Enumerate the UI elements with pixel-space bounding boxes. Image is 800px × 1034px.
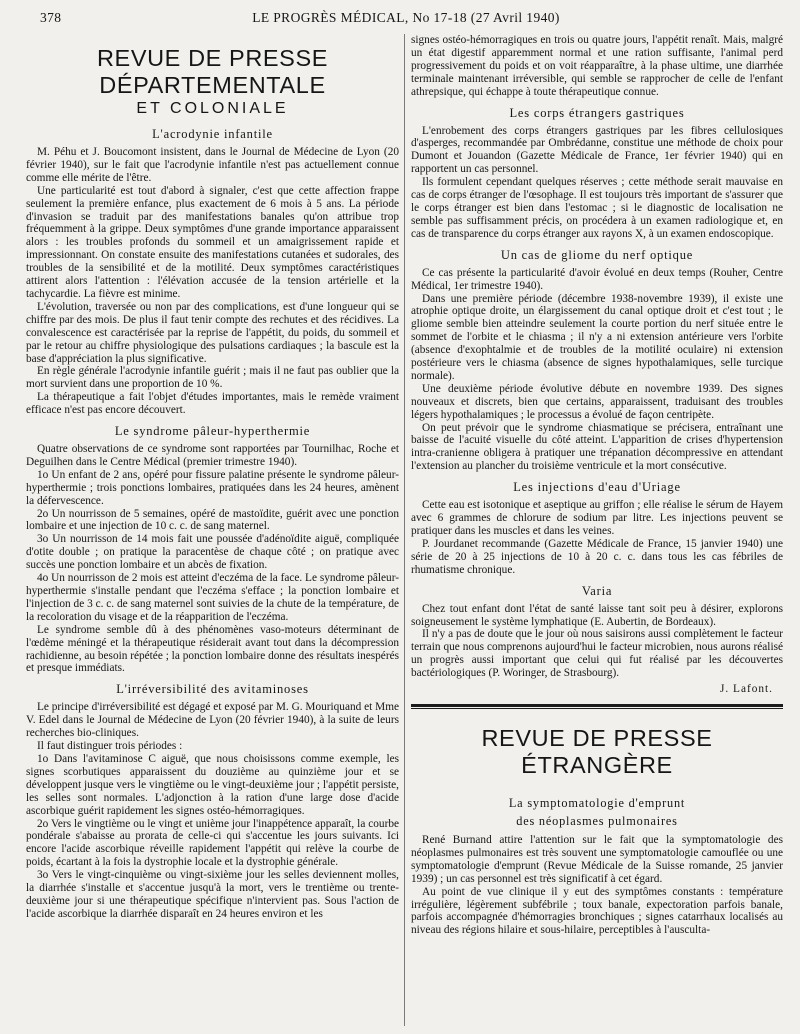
article-title: Les corps étrangers gastriques xyxy=(509,105,685,120)
article-paragraph: 3o Vers le vingt-cinquième ou vingt-sixième jour les selles deviennent molles, la diarrhée s'installe et s'accentue jusqu'à la mort, vers le trentième ou trente-deuxième jour si une thérapeutique spécifique n'intervient pas. Sous l'action de l'acide ascorbique la diarrhée disparaît en 24 heures environ et les xyxy=(26,869,399,920)
article-paragraph: Ce cas présente la particularité d'avoir évolué en deux temps (Rouher, Centre Médical, 1er trimestre 1940). xyxy=(411,266,783,292)
article-irreversibilite xyxy=(26,682,399,920)
article-acrodynie xyxy=(26,127,399,417)
article-paragraph: P. Jourdanet recommande (Gazette Médicale de France, 15 janvier 1940) une série de 20 à 25 injections de 10 à 20 c. c. dans tous les cas fébriles de rhumatisme chronique. xyxy=(411,537,783,576)
article-paragraph: 2o Vers le vingtième ou le vingt et unième jour l'inappétence apparaît, la courbe pondérale s'abaisse au prorata de celle-ci qui s'accentue les jours suivants. Ici encore l'acide ascorbique réveille rapidement l'appétit qui relève la courbe de poids, écartant à la fois la dystrophie locale et la dystrophie générale. xyxy=(26,817,399,869)
article-paragraph: Quatre observations de ce syndrome sont rapportées par Tournilhac, Roche et Deguilhen dans le Centre Médical (premier trimestre 1940). xyxy=(26,443,399,468)
section-subtitle-coloniale: ET COLONIALE xyxy=(136,100,289,117)
article-paragraph: On peut prévoir que le syndrome chiasmatique se précisera, entraînant une baisse de l'acuité visuelle du côté atteint. L'apparition de crises d'hypertension intra-cranienne obligera à pratiquer une trépanation décompressive en attendant l'extension au plancher du troisième ventricule et la mort consécutive. xyxy=(411,421,783,473)
article-paragraph: Une deuxième période évolutive débute en novembre 1939. Des signes nouveaux et discrets, bien que certains, apparaissent, traduisant des troubles légers hypothalamiques ; le processus a évolué de façon centripète. xyxy=(411,382,783,421)
article-varia xyxy=(411,584,783,696)
article-paragraph: M. Péhu et J. Boucomont insistent, dans le Journal de Médecine de Lyon (20 février 1940), sur le fait que l'acrodynie infantile n'est pas actuellement connue comme elle mérite de l'être. xyxy=(26,146,399,184)
right-column xyxy=(411,34,783,937)
section-title-departementale: REVUE DE PRESSE DÉPARTEMENTALE xyxy=(96,45,328,98)
article-paragraph: Au point de vue clinique il y eut des symptômes constants : température irrégulière, légèrement subfébrile ; toux banale, expectoration parfois banale, parfois accompagnée d'hémorragies bronchiques ; signes catarrhaux localisés au niveau des régions hilaire et sous-hilaire, perceptibles à l'ausculta- xyxy=(411,885,783,937)
author-signature: J. Lafont. xyxy=(720,683,773,696)
article-title: Varia xyxy=(581,583,613,598)
article-paragraph: 1o Un enfant de 2 ans, opéré pour fissure palatine présente le syndrome pâleur-hyperthermie ; trois ponctions lombaires, pratiquées dans les 24 heures, amènent la défervescence. xyxy=(26,468,399,507)
section-title-etrangere: REVUE DE PRESSE ÉTRANGÈRE xyxy=(481,724,713,778)
article-paragraph: Il n'y a pas de doute que le jour où nous saisirons aussi complètement le facteur terrain que nous comprenons aujourd'hui le facteur microbien, nous aurons réalisé un progrès aussi important que celui qui fut réalisé par les découvertes bactériologiques (P. Woringer, de Strasbourg). xyxy=(411,628,783,680)
article-paragraph: René Burnand attire l'attention sur le fait que la symptomatologie des néoplasmes pulmonaires est très souvent une symptomatologie camouflée ou une symptomatologie d'emprunt (Revue Médicale de la Suisse romande, 25 janvier 1939) ; un cas personnel est très significatif à cet égard. xyxy=(411,833,783,885)
article-syndrome-paleur xyxy=(26,424,399,675)
article-eau-uriage xyxy=(411,480,783,576)
article-neoplasmes xyxy=(411,797,783,937)
left-column xyxy=(26,34,399,921)
section-rule-thick xyxy=(411,704,783,707)
running-title: LE PROGRÈS MÉDICAL, No 17-18 (27 Avril 1940) xyxy=(252,10,560,25)
article-paragraph: 1o Dans l'avitaminose C aiguë, que nous choisissons comme exemple, les signes scorbutiques apparaissent du douzième au quinzième jour et se développent jusque vers le vingtième ou le vingt-deuxième jour ; l'appétit persiste, les selles sont normales. L'adjonction à la ration d'une large dose d'acide ascorbique guérit rapidement les signes ostéo-hémorragiques. xyxy=(26,752,399,817)
article-paragraph: Dans une première période (décembre 1938-novembre 1939), il existe une atrophie optique droite, un élargissement du canal optique droit et c'est tout ; le gliome semble bien atteindre seulement la courte portion du nerf située entre le sommet de l'orbite et le chiasma ; il n'y a ni extension antérieure vers l'orbite (absence d'exophtalmie et de troubles de la motilité oculaire) ni extension postérieure vers le chiasma (absence de signes hypothalamiques, selle turcique normale). xyxy=(411,292,783,382)
article-gliome xyxy=(411,248,783,474)
article-paragraph: En règle générale l'acrodynie infantile guérit ; mais il ne faut pas oublier que la mort survient dans une proportion de 10 %. xyxy=(26,365,399,391)
article-title-line: des néoplasmes pulmonaires xyxy=(516,814,678,829)
section-rule-thin xyxy=(411,708,783,709)
article-paragraph: 4o Un nourrisson de 2 mois est atteint d'eczéma de la face. Le syndrome pâleur-hyperthermie s'installe pendant que l'eczéma s'efface ; la ponction lombaire et l'injection de 3 c. c. de sang maternel sont suivies de la chute de la température, de la recoloration du visage et de la réapparition de l'eczéma. xyxy=(26,572,399,623)
article-paragraph: Le syndrome semble dû à des phénomènes vaso-moteurs déterminant de l'œdème méningé et la thérapeutique résiderait avant tout dans la décompression rachidienne, au besoin répétée ; la ponction lombaire donne des résultats inespérés et presque immédiats. xyxy=(26,623,399,675)
article-paragraph: Cette eau est isotonique et aseptique au griffon ; elle réalise le sérum de Hayem avec 6 grammes de chlorure de sodium par litre. Les injections peuvent se pratiquer dans les muscles et dans les veines. xyxy=(411,499,783,537)
article-paragraph: 2o Un nourrisson de 5 semaines, opéré de mastoïdite, guérit avec une ponction lombaire et une injection de 10 c. c. de sang maternel. xyxy=(26,507,399,533)
article-corps-etrangers xyxy=(411,106,783,241)
article-paragraph: Ils formulent cependant quelques réserves ; cette méthode serait mauvaise en cas de corps étranger de l'œsophage. Il est toujours très important de s'assurer que le corps étranger est bien dans l'estomac ; si le diagnostic de localisation ne semble pas suffisamment précis, on procédera à un examen radiologique et, en cas de transparence du corps étranger aux rayons X, à un examen endoscopique. xyxy=(411,176,783,240)
continued-paragraph: signes ostéo-hémorragiques en trois ou quatre jours, l'appétit renaît. Mais, malgré un état digestif apparemment normal et une ration suffisante, l'animal perd progressivement du poids et on voit réapparaître, à la phase ultime, une diarrhée terminale maintenant irréversible, qui semble se rapprocher de celle de l'enfant athrepsique, qui échappe à toute thérapeutique connue. xyxy=(411,34,783,98)
article-title: L'acrodynie infantile xyxy=(152,127,273,141)
article-paragraph: L'évolution, traversée ou non par des complications, est d'une longueur qui se chiffre par des mois. De plus il faut tenir compte des rechutes et des récidives. La convalescence est caractérisée par la reprise de l'appétit, du poids, du sommeil et par le retour au chiffre physiologique des pulsations cardiaques ; la bascule est la base d'appréciation la plus significative. xyxy=(26,300,399,365)
article-paragraph: 3o Un nourrisson de 14 mois fait une poussée d'adénoïdite aiguë, compliquée d'otite double ; on pratique la paracentèse de chaque côté ; on pratique avec succès une ponction lombaire et un abcès de fixation. xyxy=(26,533,399,572)
article-paragraph: Le principe d'irréversibilité est dégagé et exposé par M. G. Mouriquand et Mme V. Edel dans le Journal de Médecine de Lyon (20 février 1940), à la suite de leurs recherches bio-cliniques. xyxy=(26,701,399,740)
article-paragraph: L'enrobement des corps étrangers gastriques par les fibres cellulosiques d'asperges, recommandée par Ombrédanne, constitue une méthode de choix pour Dumont et Jouandon (Gazette Médicale de France, 1er février 1940) qui en rapportent un cas personnel. xyxy=(411,124,783,176)
article-paragraph: Chez tout enfant dont l'état de santé laisse tant soit peu à désirer, explorons soigneusement le système lymphatique (E. Aubertin, de Bordeaux). xyxy=(411,602,783,628)
article-paragraph: Une particularité est tout d'abord à signaler, c'est que cette affection frappe seulement la première enfance, plus exactement de 6 mois à 5 ans. La période d'invasion se traduit par des manifestations banales qu'on attribue trop fréquemment à la grippe. Deux symptômes d'une grande importance apparaissent alors : les troubles profonds du sommeil et un amaigrissement rapide et impressionnant. On constate ensuite des manifestations cutanées et sudorales, des troubles de la sensibilité et de la motilité. Deux symptômes caractéristiques attirent alors l'attention : l'élévation accusée de la tension artérielle et la tachycardie. La fièvre est minime. xyxy=(26,184,399,300)
article-paragraph: Il faut distinguer trois périodes : xyxy=(37,740,183,753)
page-header xyxy=(40,8,772,28)
article-title: Les injections d'eau d'Uriage xyxy=(513,480,681,495)
article-title: Le syndrome pâleur-hyperthermie xyxy=(114,424,311,439)
article-title: Un cas de gliome du nerf optique xyxy=(500,247,694,262)
column-divider xyxy=(404,34,405,1026)
article-title-line: La symptomatologie d'emprunt xyxy=(508,795,686,810)
article-paragraph: La thérapeutique a fait l'objet d'études importantes, mais le remède vraiment efficace n'est pas encore découvert. xyxy=(26,391,399,417)
page-number: 378 xyxy=(40,10,62,25)
article-title: L'irréversibilité des avitaminoses xyxy=(116,682,309,697)
